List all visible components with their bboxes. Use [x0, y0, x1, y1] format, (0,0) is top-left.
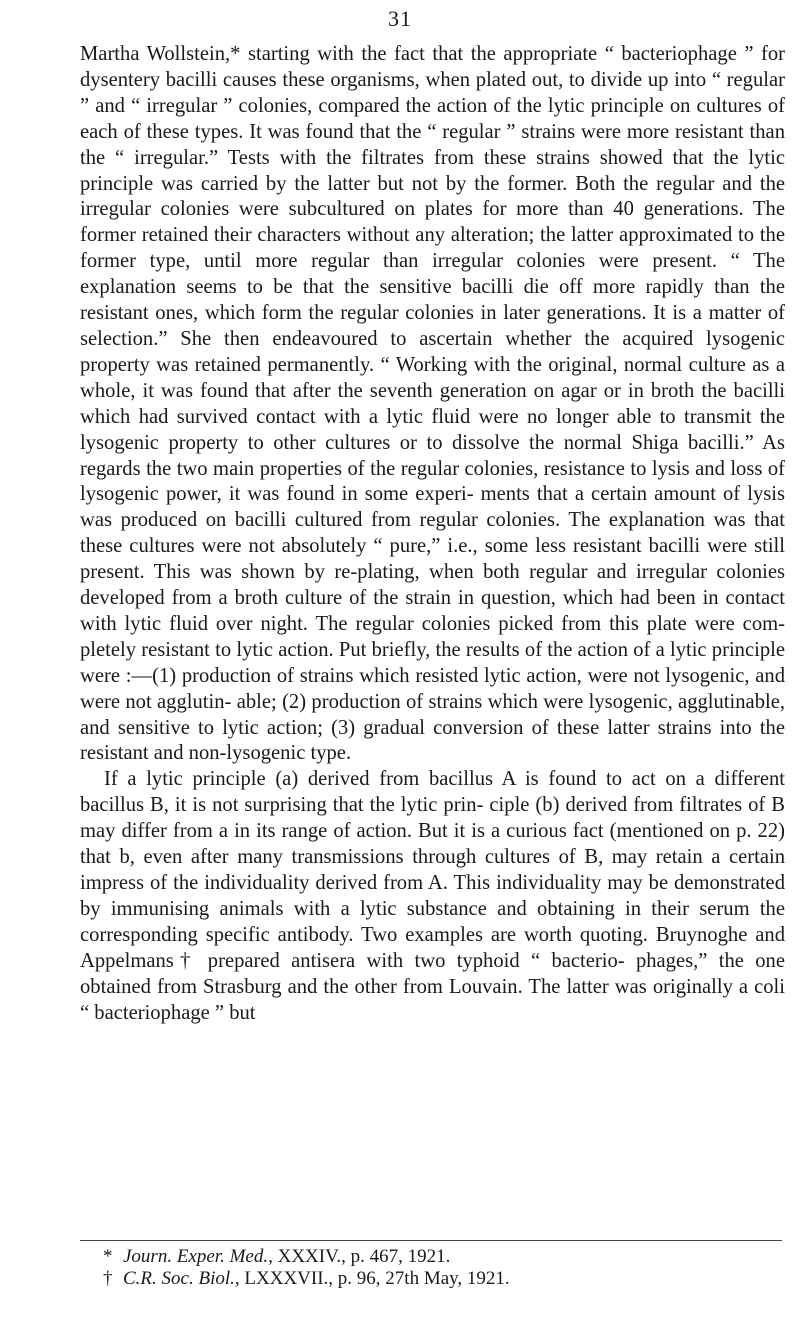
footnote-journal: Journ. Exper. Med., — [123, 1246, 273, 1267]
footnote — [103, 1246, 783, 1268]
footnote-divider — [80, 1240, 782, 1241]
paragraph-wollstein: Martha Wollstein,* starting with the fact that the appropriate “ bacteriophage ” for dysentery bacilli causes these organisms, when plated out, to divide up into “ regular ” and “ irregular ” colonies, compared the action of the lytic principle on cultures of each of these types. It was found that the “ regular ” strains were more resistant than the “ irregular.” Tests with the filtrates from these strains showed that the lytic principle was carried by the latter but not by the former. Both the regular and the irregular colonies were subcultured on plates for more than 40 generations. The former retained their characters without any alteration; the latter approximated to the former type, until more regular than irregular colonies were present. “ The explanation seems to be that the sensitive bacilli die off more rapidly than the resistant ones, which form the regular colonies in later generations. It is a matter of selection.” She then endeavoured to ascertain whether the acquired lysogenic property was retained permanently. “ Working with the original, normal culture as a whole, it was found that after the seventh generation on agar or in broth the bacilli which had survived contact with a lytic fluid were no longer able to transmit the lysogenic property to other cultures or to dissolve the normal Shiga bacilli.” As regards the two main properties of the regular colonies, resistance to lysis and loss of lysogenic power, it was found in some experi- ments that a certain amount of lysis was produced on bacilli cultured from regular colonies. The explanation was that these cultures were not absolutely “ pure,” i.e., some less resistant bacilli were still present. This was shown by re-plating, when both regular and irregular colonies developed from a broth culture of the strain in question, which had been in contact with lytic fluid over night. The regular colonies picked from this plate were com- pletely resistant to lytic action. Put briefly, the results of the action of a lytic principle were :—(1) production of strains which resisted lytic action, were not lysogenic, and were not agglutin- able; (2) production of strains which were lysogenic, agglutinable, and sensitive to lytic action; (3) gradual conversion of these latter strains into the resistant and non-lysogenic type. — [80, 43, 785, 765]
footnotes — [103, 1246, 783, 1290]
footnote-journal: C.R. Soc. Biol., — [123, 1268, 240, 1289]
footnote-mark: † — [103, 1268, 113, 1289]
page-number: 31 — [388, 6, 412, 31]
footnote-mark: * — [103, 1246, 113, 1267]
footnote — [103, 1268, 783, 1290]
footnote-citation: LXXXVII., p. 96, 27th May, 1921. — [239, 1268, 510, 1289]
body-text — [80, 42, 785, 1026]
footnote-citation: XXXIV., p. 467, 1921. — [272, 1246, 451, 1267]
paragraph-lytic-principle: If a lytic principle (a) derived from bacillus A is found to act on a different bacillus B, it is not surprising that the lytic prin- ciple (b) derived from filtrates of B may differ from a in its range of action. But it is a curious fact (mentioned on p. 22) that b, even after many transmissions through cultures of B, may retain a certain impress of the individuality derived from A. This individuality may be demonstrated by immunising animals with a lytic substance and obtaining in their serum the corresponding specific antibody. Two examples are worth quoting. Bruynoghe and Appelmans† prepared antisera with two typhoid “ bacterio- phages,” the one obtained from Strasburg and the other from Louvain. The latter was originally a coli “ bacteriophage ” but — [80, 768, 785, 1024]
